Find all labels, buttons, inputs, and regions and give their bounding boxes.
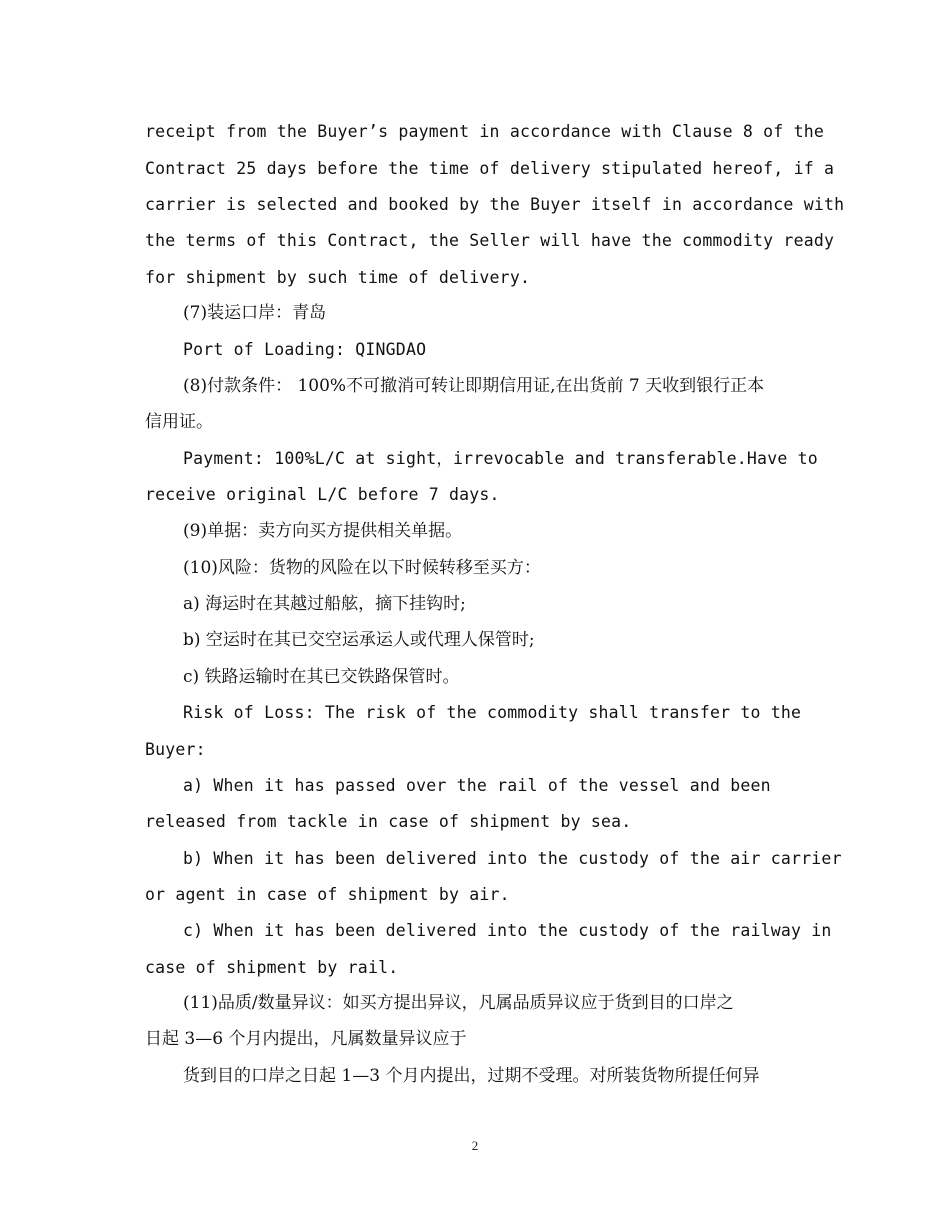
list-item: c) 铁路运输时在其已交铁路保管时。 xyxy=(183,667,460,687)
list-item: b) 空运时在其已交空运承运人或代理人保管时; xyxy=(183,630,535,650)
body-line: released from tackle in case of shipment by sea. xyxy=(145,812,632,831)
list-item: b) When it has been delivered into the custody of the air carrier xyxy=(183,849,842,868)
body-line: Buyer: xyxy=(145,740,206,759)
clause-10-heading: (10)风险：货物的风险在以下时候转移至买方： xyxy=(183,558,541,578)
body-line: receipt from the Buyer’s payment in accordance with Clause 8 of the xyxy=(145,122,824,141)
page-number: 2 xyxy=(471,1138,479,1153)
clause-7-heading: (7)装运口岸：青岛 xyxy=(183,303,327,323)
body-line: for shipment by such time of delivery. xyxy=(145,268,531,287)
body-line: carrier is selected and booked by the Buyer itself in accordance with xyxy=(145,195,845,214)
body-line: 货到目的口岸之日起 1—3 个月内提出，过期不受理。对所装货物所提任何异 xyxy=(183,1066,760,1086)
body-line: or agent in case of shipment by air. xyxy=(145,885,510,904)
body-line: 日起 3—6 个月内提出，凡属数量异议应于 xyxy=(145,1029,467,1049)
body-line: Contract 25 days before the time of delivery stipulated hereof, if a xyxy=(145,159,835,178)
clause-8-heading: (8)付款条件： 100%不可撤消可转让即期信用证,在出货前 7 天收到银行正本 xyxy=(183,376,765,396)
body-line: receive original L/C before 7 days. xyxy=(145,485,500,504)
body-line: Port of Loading: QINGDAO xyxy=(183,340,427,359)
list-item: a) 海运时在其越过船舷，摘下挂钩时; xyxy=(183,594,466,614)
list-item: a) When it has passed over the rail of the vessel and been xyxy=(183,776,771,795)
body-line: Payment: 100%L/C at sight，irrevocable and transferable.Have to xyxy=(183,449,818,468)
body-line: the terms of this Contract, the Seller will have the commodity ready xyxy=(145,231,835,250)
body-line: 信用证。 xyxy=(145,412,213,432)
clause-9-heading: (9)单据：卖方向买方提供相关单据。 xyxy=(183,521,463,541)
body-line: case of shipment by rail. xyxy=(145,958,399,977)
list-item: c) When it has been delivered into the custody of the railway in xyxy=(183,921,832,940)
body-line: Risk of Loss: The risk of the commodity shall transfer to the xyxy=(183,703,802,722)
clause-11-heading: (11)品质/数量异议：如买方提出异议，凡属品质异议应于货到目的口岸之 xyxy=(183,993,734,1013)
